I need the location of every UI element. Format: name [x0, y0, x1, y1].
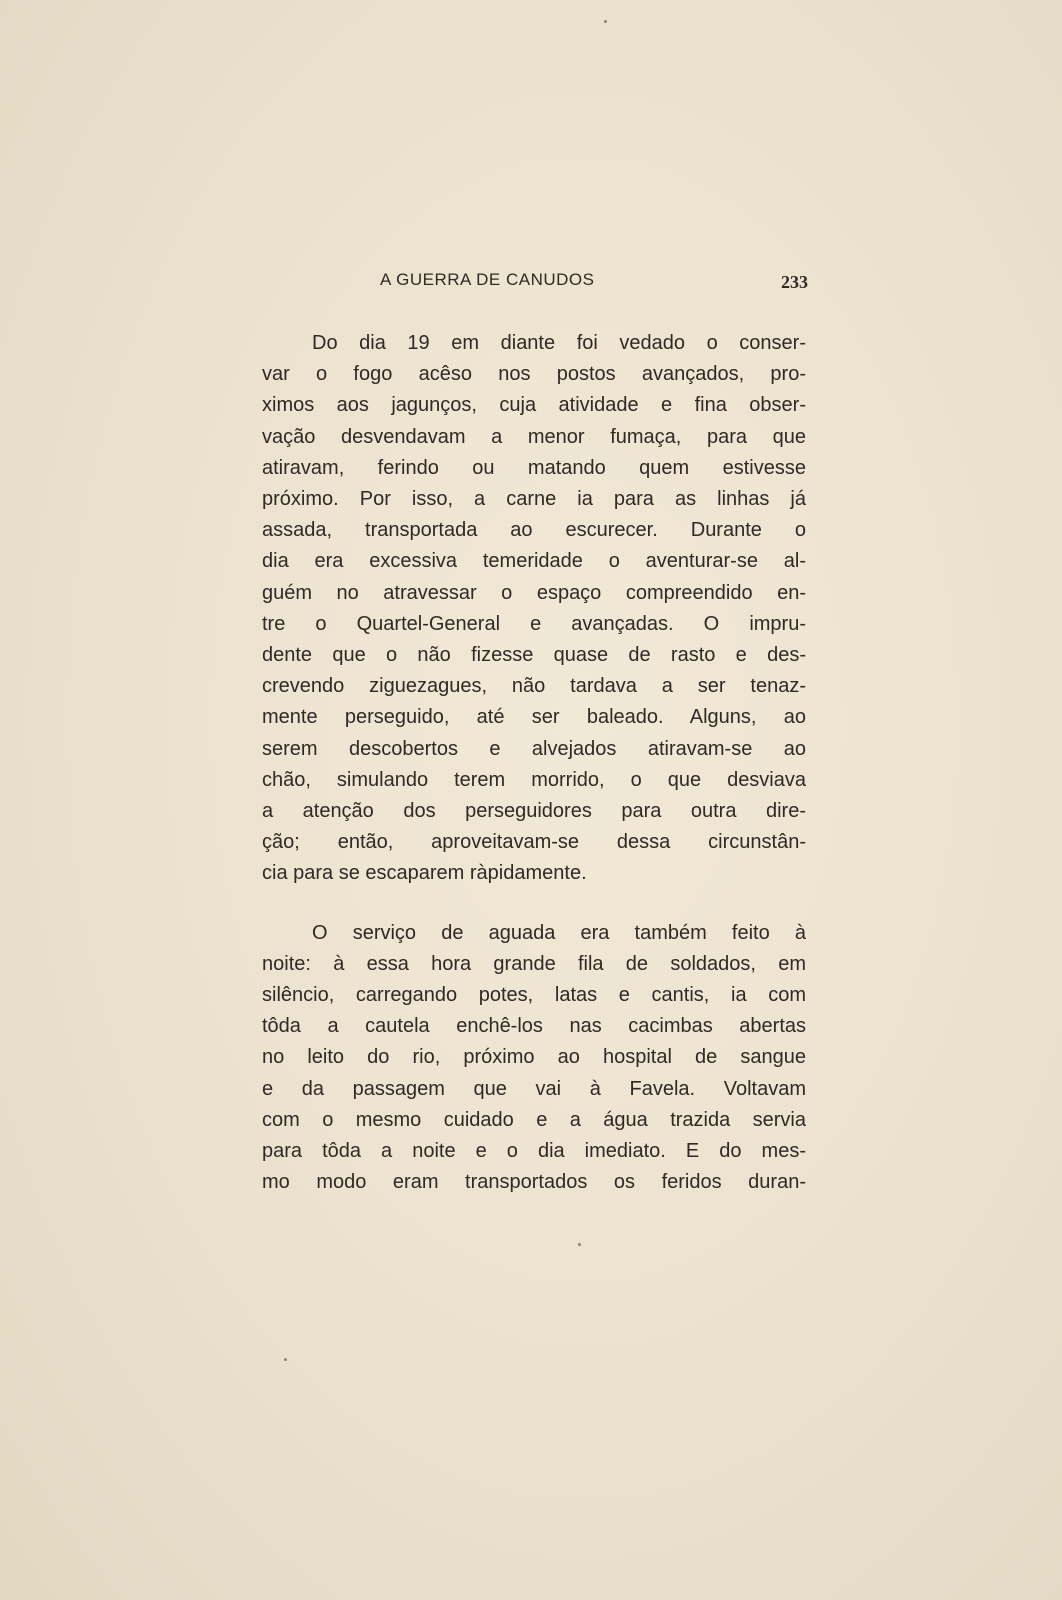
text-line: vação desvendavam a menor fumaça, para que — [262, 425, 806, 448]
body-text — [262, 328, 806, 1198]
text-line: assada, transportada ao escurecer. Durante o — [262, 519, 806, 542]
paper-speck — [578, 1243, 581, 1246]
text-line: tre o Quartel-General e avançadas. O impru- — [262, 612, 806, 635]
text-line: dia era excessiva temeridade o aventurar-se al- — [262, 550, 806, 573]
text-line: O serviço de aguada era também feito à — [312, 921, 806, 944]
text-line: silêncio, carregando potes, latas e cantis, ia com — [262, 984, 806, 1007]
paper-speck — [284, 1358, 287, 1361]
text-line: atiravam, ferindo ou matando quem estivesse — [262, 456, 806, 479]
text-line: crevendo ziguezagues, não tardava a ser tenaz- — [262, 675, 806, 698]
paragraph — [262, 328, 806, 890]
text-line: var o fogo acêso nos postos avançados, pro- — [262, 363, 806, 386]
text-line: chão, simulando terem morrido, o que desviava — [262, 768, 806, 791]
paragraph — [262, 918, 806, 1199]
text-line: no leito do rio, próximo ao hospital de sangue — [262, 1046, 806, 1069]
text-line: dente que o não fizesse quase de rasto e des- — [262, 644, 806, 667]
text-line: ximos aos jagunços, cuja atividade e fina obser- — [262, 394, 806, 417]
text-line: próximo. Por isso, a carne ia para as linhas já — [262, 488, 806, 511]
text-line: a atenção dos perseguidores para outra dire- — [262, 800, 806, 823]
text-line: Do dia 19 em diante foi vedado o conser- — [312, 332, 806, 354]
text-line: para tôda a noite e o dia imediato. E do mes- — [262, 1140, 806, 1163]
running-title: A GUERRA DE CANUDOS — [380, 270, 595, 289]
paragraph-spacer — [262, 890, 806, 918]
text-line: serem descobertos e alvejados atiravam-se ao — [262, 737, 806, 760]
text-line: mo modo eram transportados os feridos duran- — [262, 1171, 806, 1194]
text-line: tôda a cautela enchê-los nas cacimbas abertas — [262, 1015, 806, 1038]
text-line: noite: à essa hora grande fila de soldados, em — [262, 952, 806, 975]
text-line: guém no atravessar o espaço compreendido en- — [262, 581, 806, 604]
text-line: e da passagem que vai à Favela. Voltavam — [262, 1077, 806, 1100]
text-line: mente perseguido, até ser baleado. Alguns, ao — [262, 706, 806, 729]
page-header — [260, 270, 808, 300]
text-line: com o mesmo cuidado e a água trazida servia — [262, 1108, 806, 1131]
page-number: 233 — [781, 272, 808, 292]
text-line: ção; então, aproveitavam-se dessa circunstân- — [262, 831, 806, 854]
paper-speck — [604, 20, 607, 23]
text-line: cia para se escaparem ràpidamente. — [262, 862, 587, 885]
